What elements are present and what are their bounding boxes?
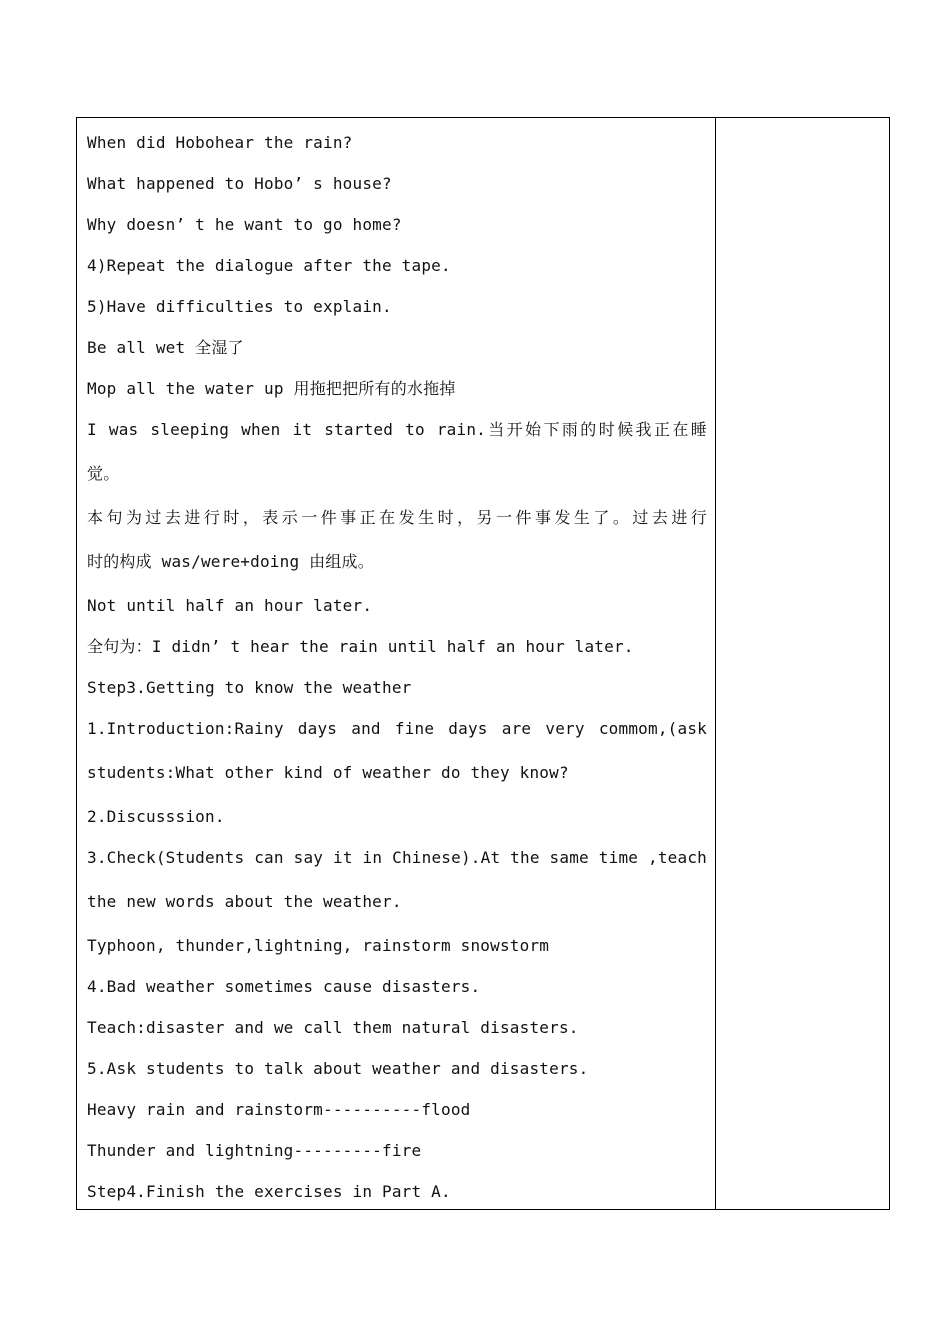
paragraph-line: 3.Check(Students can say it in Chinese).At the same time ,teach — [87, 848, 707, 867]
text-line: Step4.Finish the exercises in Part A. — [87, 1182, 451, 1201]
text-paragraph — [87, 837, 707, 925]
paragraph-line: 时的构成 was/were+doing 由组成。 — [87, 552, 374, 571]
text-line: What happened to Hobo’ s house? — [87, 174, 392, 193]
text-paragraph — [87, 708, 707, 796]
text-line: 2.Discusssion. — [87, 807, 225, 826]
text-line: Typhoon, thunder,lightning, rainstorm snowstorm — [87, 936, 550, 955]
paragraph-line: 本句为过去进行时，表示一件事正在发生时，另一件事发生了。过去进行 — [87, 508, 707, 527]
text-line: Thunder and lightning---------fire — [87, 1141, 422, 1160]
paragraph-line: students:What other kind of weather do they know? — [87, 763, 569, 782]
paragraph-line: the new words about the weather. — [87, 892, 402, 911]
column-divider — [715, 118, 716, 1209]
text-line: Step3.Getting to know the weather — [87, 678, 412, 697]
text-line: Teach:disaster and we call them natural disasters. — [87, 1018, 579, 1037]
text-line: When did Hobohear the rain? — [87, 133, 353, 152]
text-line: Not until half an hour later. — [87, 596, 373, 615]
text-line: Mop all the water up 用拖把把所有的水拖掉 — [87, 379, 456, 398]
paragraph-line: I was sleeping when it started to rain.当开始下雨的时候我正在睡 — [87, 420, 707, 439]
text-line: 全句为：I didn’ t hear the rain until half an hour later. — [87, 637, 634, 656]
text-line: 4.Bad weather sometimes cause disasters. — [87, 977, 481, 996]
text-line: Be all wet 全湿了 — [87, 338, 244, 357]
notes-cell — [717, 118, 889, 1209]
text-line: Why doesn’ t he want to go home? — [87, 215, 402, 234]
lesson-table — [76, 117, 890, 1210]
text-line: Heavy rain and rainstorm----------flood — [87, 1100, 471, 1119]
text-line: 5.Ask students to talk about weather and disasters. — [87, 1059, 589, 1078]
text-paragraph — [87, 497, 707, 585]
text-line: 4)Repeat the dialogue after the tape. — [87, 256, 451, 275]
lesson-content-cell — [87, 122, 707, 1212]
paragraph-line: 觉。 — [87, 464, 120, 483]
text-line: 5)Have difficulties to explain. — [87, 297, 392, 316]
paragraph-line: 1.Introduction:Rainy days and fine days are very commom,(ask — [87, 719, 707, 738]
text-paragraph — [87, 409, 707, 497]
